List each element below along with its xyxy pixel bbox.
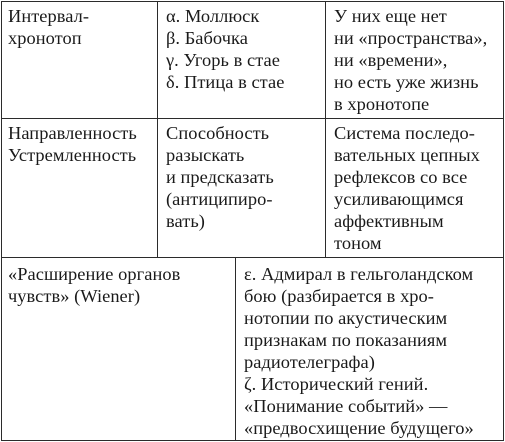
cell-text-line: δ. Птица в стае (166, 72, 285, 92)
cell-text-line: хронотоп (8, 28, 82, 48)
table-cell-reflex-system (325, 118, 504, 258)
cell-text-line: ни «времени», (334, 50, 448, 70)
cell-text-line: усиливающимся (334, 189, 464, 209)
cell-text-line: Система последо- (334, 123, 475, 143)
table-cell-sense-extension (1, 257, 236, 441)
cell-text-line: бою (разбирается в хро- (244, 286, 434, 306)
cell-text-line: аффективным (334, 211, 444, 231)
cell-text-line: разыскать (166, 145, 245, 165)
table-cell-examples-alpha-delta (157, 1, 326, 119)
cell-text-line: Устремленность (8, 145, 137, 165)
cell-text-line: вать) (166, 211, 205, 231)
table-cell-ability-anticipate (157, 118, 326, 258)
cell-text-line: ζ. Исторический гений. (244, 374, 429, 394)
cell-text-line: вательных цепных (334, 145, 480, 165)
cell-text-line: Способность (166, 123, 270, 143)
table-cell-interval-chronotope (1, 1, 158, 119)
cell-text-line: тоном (334, 233, 382, 253)
cell-text-line: ε. Адмирал в гельголандском (244, 264, 474, 284)
cell-text-line: признакам по показаниям (244, 330, 448, 350)
cell-text-line: β. Бабочка (166, 28, 248, 48)
cell-text-line: Направленность (8, 123, 137, 143)
cell-text-line: чувств» (Wiener) (8, 286, 141, 306)
table-cell-admiral-genius (235, 257, 504, 441)
cell-text-line: ни «пространства», (334, 28, 488, 48)
cell-text-line: «предвосхищение будущего» (244, 418, 474, 438)
cell-text-line: У них еще нет (334, 6, 447, 26)
cell-text-line: «Расширение органов (8, 264, 181, 284)
table-cell-no-space-time (325, 1, 504, 119)
cell-text-line: γ. Угорь в стае (166, 50, 280, 70)
cell-text-line: в хронотопе (334, 94, 430, 114)
cell-text-line: рефлексов со все (334, 167, 468, 187)
cell-text-line: «Понимание событий» — (244, 396, 448, 416)
cell-text-line: нотопии по акустическим (244, 308, 448, 328)
cell-text-line: α. Моллюск (166, 6, 260, 26)
cell-text-line: но есть уже жизнь (334, 72, 479, 92)
cell-text-line: Интервал- (8, 6, 90, 26)
cell-text-line: и предсказать (166, 167, 274, 187)
cell-text-line: (антиципиро- (166, 189, 273, 209)
table-cell-directedness (1, 118, 158, 258)
cell-text-line: радиотелеграфа) (244, 352, 375, 372)
